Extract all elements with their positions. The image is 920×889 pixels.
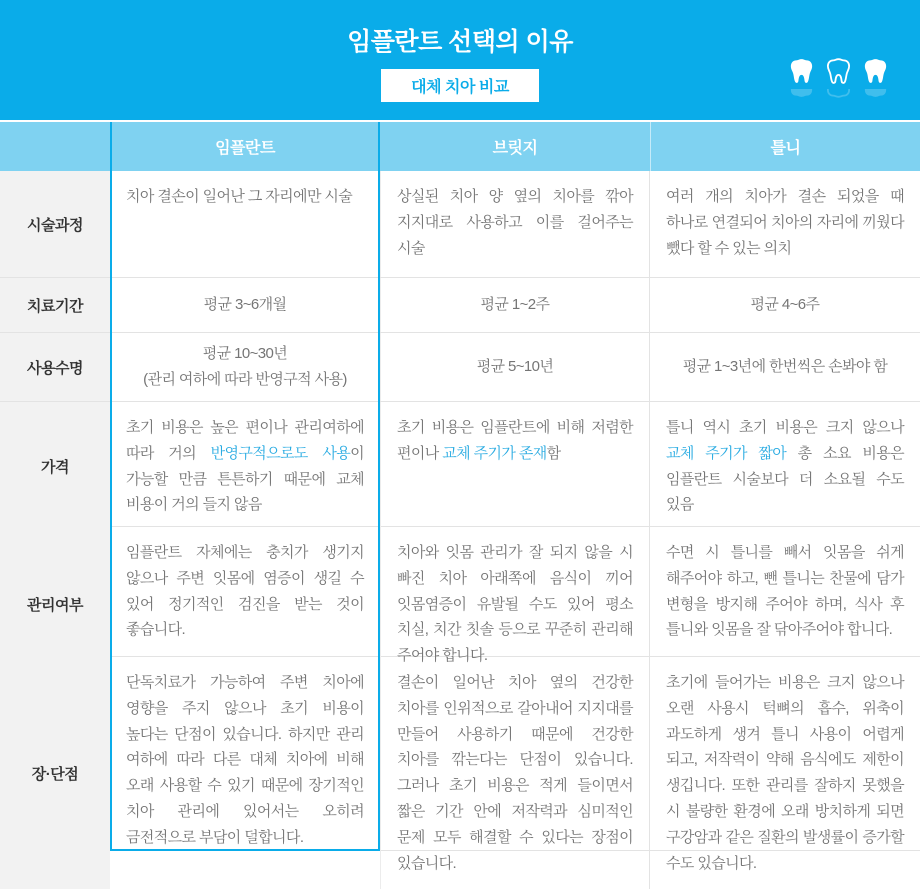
teeth-icons-group — [787, 54, 890, 102]
subtitle-badge: 대체 치아 비교 — [381, 69, 539, 102]
row-label-maintenance: 관리여부 — [0, 527, 110, 682]
row-label-price: 가격 — [0, 402, 110, 531]
page-title: 임플란트 선택의 이유 — [347, 28, 573, 56]
cell-lifespan-denture: 평균 1~3년에 한번씩은 손봐야 함 — [682, 358, 888, 376]
tooth-reflection — [861, 89, 890, 102]
cell-pros-cons-bridge: 결손이 일어난 치아 옆의 건강한 치아를 인위적으로 갈아내어 지지대를 만들어 사용하기 때문에 건강한 치아를 깎는다는 단점이 있습니다. 그러나 초기 비용은 적게 들이면서 짧은 기간 안에 저작력과 심미적인 문제 모두 해결할 수 있다는 장점이 있습니다. — [380, 657, 650, 889]
row-label-lifespan: 사용수명 — [0, 333, 110, 401]
table-header-row — [0, 122, 920, 171]
banner — [0, 0, 920, 120]
tooth-reflection — [787, 89, 816, 102]
tooth-outline-icon — [824, 54, 853, 102]
table-row-procedure — [0, 171, 920, 278]
cell-treatment-period-implant: 평균 3~6개월 — [203, 296, 287, 314]
table-row-price — [0, 402, 920, 527]
cell-price-denture: 틀니 역시 초기 비용은 크지 않으나 교체 주기가 짧아 총 소요 비용은 임플란트 시술보다 더 소요될 수도 있음 — [666, 419, 904, 514]
table-row-pros-cons — [0, 657, 920, 872]
row-label-pros-cons: 장·단점 — [0, 657, 110, 889]
cell-maintenance-bridge: 치아와 잇몸 관리가 잘 되지 않을 시 빠진 치아 아래쪽에 음식이 끼어 잇몸염증이 유발될 수도 있어 평소 치실, 치간 칫솔 등으로 꾸준히 관리해 주어야 합니다. — [380, 527, 650, 682]
cell-lifespan-bridge: 평균 5~10년 — [380, 333, 650, 401]
row-label-treatment-period: 치료기간 — [0, 278, 110, 332]
cell-treatment-period-bridge: 평균 1~2주 — [380, 278, 650, 332]
tooth-solid-icon — [861, 54, 890, 102]
cell-lifespan-implant: 평균 10~30년 (관리 여하에 따라 반영구적 사용) — [143, 345, 347, 388]
tooth-reflection — [824, 89, 853, 102]
cell-maintenance-implant: 임플란트 자체에는 충치가 생기지 않으나 주변 잇몸에 염증이 생길 수 있어 정기적인 검진을 받는 것이 좋습니다. — [126, 544, 364, 639]
cell-procedure-implant: 치아 결손이 일어난 그 자리에만 시술 — [126, 188, 353, 205]
table-row-lifespan — [0, 333, 920, 402]
cell-procedure-bridge: 상실된 치아 양 옆의 치아를 깎아 지지대로 사용하고 이를 걸어주는 시술 — [380, 171, 650, 277]
cell-treatment-period-denture: 평균 4~6주 — [750, 296, 820, 314]
column-header-denture: 틀니 — [650, 122, 920, 171]
table-row-treatment-period — [0, 278, 920, 333]
cell-price-implant: 초기 비용은 높은 편이나 관리여하에 따라 거의 반영구적으로도 사용이 가능할 만큼 튼튼하기 때문에 교체 비용이 거의 들지 않음 — [126, 419, 364, 514]
cell-maintenance-denture: 수면 시 틀니를 빼서 잇몸을 쉬게 해주어야 하고, 뺀 틀니는 찬물에 담가 변형을 방지해 주어야 하며, 식사 후 틀니와 잇몸을 잘 닦아주어야 합니다. — [666, 544, 904, 639]
cell-pros-cons-implant: 단독치료가 가능하여 주변 치아에 영향을 주지 않으나 초기 비용이 높다는 단점이 있습니다. 하지만 관리 여하에 따라 다른 대체 치아에 비해 오래 사용할 수 있기 때문에 장기적인 치아 관리에 있어서는 오히려 금전적으로 부담이 덜합니다. — [126, 674, 364, 846]
table-row-maintenance — [0, 527, 920, 665]
comparison-table — [0, 122, 920, 872]
column-header-bridge: 브릿지 — [492, 140, 538, 157]
cell-price-bridge: 초기 비용은 임플란트에 비해 저렴한 편이나 교체 주기가 존재함 — [380, 402, 650, 531]
tooth-solid-icon — [787, 54, 816, 102]
column-header-empty — [0, 122, 110, 171]
row-label-procedure: 시술과정 — [0, 171, 110, 277]
cell-pros-cons-denture: 초기에 들어가는 비용은 크지 않으나 오랜 사용시 턱뼈의 흡수, 위축이 과도하게 생겨 틀니 사용이 어렵게 되고, 저작력이 약해 음식에도 제한이 생깁니다. 또한 관리를 잘하지 못했을 시 불량한 환경에 오래 방치하게 되면 구강암과 같은 질환의 발생률이 증가할 수도 있습니다. — [666, 674, 904, 872]
cell-procedure-denture: 여러 개의 치아가 결손 되었을 때 하나로 연결되어 치아의 자리에 끼웠다 뺐다 할 수 있는 의치 — [666, 188, 904, 257]
column-header-implant: 임플란트 — [215, 140, 275, 157]
